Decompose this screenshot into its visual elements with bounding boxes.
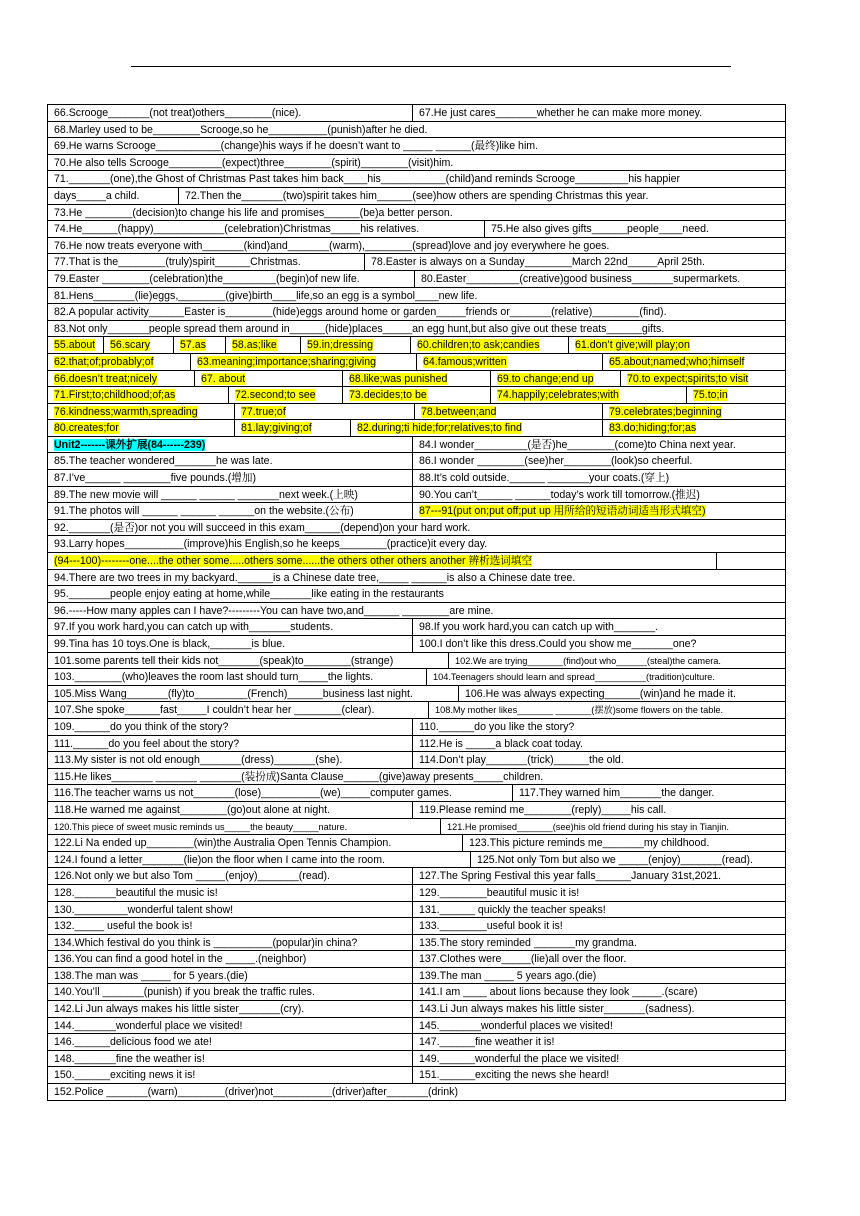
table-row <box>48 835 786 852</box>
table-cell: 89.The new movie will ______ ______ _______next week.(上映) <box>54 488 358 501</box>
table-cell: 78.Easter is always on a Sunday________March 22nd_____April 25th. <box>364 254 786 270</box>
table-cell: 85.The teacher wondered_______he was late. <box>54 455 273 468</box>
table-cell: 83.do;hiding;for;as <box>602 420 786 436</box>
table-cell: 131.______ quickly the teacher speaks! <box>412 902 786 918</box>
table-cell: days_____a child. <box>54 189 140 202</box>
table-cell: 77.That is the________(truly)spirit______Christmas. <box>54 256 301 269</box>
table-row <box>48 371 786 388</box>
table-cell: 103.________(who)leaves the room last should turn_____the lights. <box>54 671 374 684</box>
table-row <box>48 188 786 205</box>
table-cell: 75.He also gives gifts______people____need. <box>484 221 786 237</box>
table-cell: 104.Teenagers should learn and spread__________(tradition)culture. <box>426 669 786 685</box>
table-row <box>48 984 786 1001</box>
table-cell: 137.Clothes were_____(lie)all over the floor. <box>412 951 786 967</box>
table-cell: Unit2-------课外扩展(84------239) <box>54 438 206 451</box>
table-cell: 109.______do you think of the story? <box>54 720 229 733</box>
table-cell: 111.______do you feel about the story? <box>54 737 240 750</box>
table-row <box>48 138 786 155</box>
table-cell: 97.If you work hard,you can catch up with_______students. <box>54 621 334 634</box>
table-row <box>48 288 786 305</box>
table-cell: 110.______do you like the story? <box>412 719 786 735</box>
table-cell: 122.Li Na ended up________(win)the Australia Open Tennis Champion. <box>54 837 392 850</box>
table-cell: 116.The teacher warns us not_______(lose)__________(we)_____computer games. <box>54 787 452 800</box>
table-cell: 146.______delicious food we ate! <box>54 1036 212 1049</box>
table-cell: 83.Not only_______people spread them around in______(hide)places_____an egg hunt,but also give out these treats______gifts. <box>54 322 665 335</box>
table-cell: 56.scary <box>103 337 173 353</box>
table-cell: 145._______wonderful places we visited! <box>412 1018 786 1034</box>
table-cell: 70.to expect;spirits;to visit <box>620 371 786 387</box>
table-cell: 63.meaning;importance;sharing;giving <box>190 354 416 370</box>
table-row <box>48 603 786 620</box>
table-cell: 76.kindness;warmth,spreading <box>54 405 198 418</box>
table-cell: 55.about <box>54 339 96 352</box>
table-cell: 134.Which festival do you think is __________(popular)in china? <box>54 936 358 949</box>
table-row <box>48 653 786 670</box>
table-cell: 121.He promised_______(see)his old friend during his stay in Tianjin. <box>440 819 786 835</box>
table-row <box>48 902 786 919</box>
table-row <box>48 487 786 504</box>
table-cell: 93.Larry hopes__________(improve)his English,so he keeps________(practice)it every day. <box>54 538 488 551</box>
table-row <box>48 387 786 404</box>
table-cell: 91.The photos will ______ ______ ______on the website.(公布) <box>54 505 354 518</box>
table-cell: 130._________wonderful talent show! <box>54 903 234 916</box>
table-row <box>48 420 786 437</box>
table-cell: 87.I’ve______ ________five pounds.(增加) <box>54 472 257 485</box>
table-cell: 79.Easter ________(celebration)the_________(begin)of new life. <box>54 272 360 285</box>
table-row <box>48 686 786 703</box>
table-row <box>48 570 786 587</box>
table-row <box>48 935 786 952</box>
table-cell: 124.I found a letter_______(lie)on the floor when I came into the room. <box>54 853 385 866</box>
table-cell: 71.First;to;childhood;of;as <box>54 389 176 402</box>
table-row <box>48 669 786 686</box>
table-cell: 86.I wonder ________(see)her________(look)so cheerful. <box>412 453 786 469</box>
table-cell: 108.My mother likes_______ _______(摆放)some flowers on the table. <box>428 702 786 718</box>
table-cell: 81.lay;giving;of <box>234 420 350 436</box>
table-cell: 72.second;to see <box>228 387 342 403</box>
table-cell: 66.doesn’t treat;nicely <box>54 372 158 385</box>
table-row <box>48 619 786 636</box>
table-cell: 100.I don’t like this dress.Could you show me_______one? <box>412 636 786 652</box>
table-row <box>48 122 786 139</box>
table-cell: (94---100)--------one....the other some.....others some......the others other others another 辨析选词填空 <box>54 555 533 568</box>
table-cell: 102.We are trying_______(find)out who______(steal)the camera. <box>448 653 786 669</box>
table-cell: 61.don’t give;will play;on <box>568 337 786 353</box>
table-row <box>48 171 786 188</box>
table-cell: 147.______fine weather it is! <box>412 1034 786 1050</box>
table-cell: 114.Don’t play_______(trick)______the old. <box>412 752 786 768</box>
table-cell: 87---91(put on;put off;put up 用所给的短语动词适当形式填空) <box>412 503 786 519</box>
table-cell: 80.creates;for <box>54 422 119 435</box>
table-row <box>48 752 786 769</box>
table-cell: 68.like;was punished <box>342 371 490 387</box>
table-cell: 62.that;of;probably;of <box>54 355 154 368</box>
table-row <box>48 1018 786 1035</box>
table-cell: 115.He likes_______ _______ _______(装扮成)Santa Clause______(give)away presents_____children. <box>54 770 544 783</box>
table-row <box>48 453 786 470</box>
table-row <box>48 702 786 719</box>
table-cell: 138.The man was _____ for 5 years.(die) <box>54 969 248 982</box>
table-row <box>48 1067 786 1084</box>
table-cell: 144._______wonderful place we visited! <box>54 1019 243 1032</box>
table-cell: 65.about;named;who;himself <box>602 354 786 370</box>
table-cell: 88.It’s cold outside.______ _______your coats.(穿上) <box>412 470 786 486</box>
table-row <box>48 437 786 454</box>
table-cell: 68.Marley used to be________Scrooge,so he__________(punish)after he died. <box>54 123 428 136</box>
table-cell: 77.true;of <box>234 404 414 420</box>
table-cell: 125.Not only Tom but also we _____(enjoy)_______(read). <box>470 852 786 868</box>
table-cell: 70.He also tells Scrooge_________(expect)three________(spirit)________(visit)him. <box>54 156 454 169</box>
table-cell: 82.A popular activity______Easter is________(hide)eggs around home or garden_____friends or_______(relative)________(find). <box>54 306 667 319</box>
table-cell: 74.He______(happy)____________(celebration)Christmas_____his relatives. <box>54 223 420 236</box>
table-cell: 150.______exciting news it is! <box>54 1069 196 1082</box>
table-row <box>48 769 786 786</box>
table-row <box>48 105 786 122</box>
table-cell: 59.in;dressing <box>300 337 410 353</box>
table-cell: 99.Tina has 10 toys.One is black,_______is blue. <box>54 638 286 650</box>
table-row <box>48 1034 786 1051</box>
table-cell: 127.The Spring Festival this year falls______January 31st,2021. <box>412 868 786 884</box>
table-row <box>48 536 786 553</box>
table-row <box>48 885 786 902</box>
table-cell: 149.______wonderful the place we visited! <box>412 1051 786 1067</box>
table-cell: 73.decides;to be <box>342 387 490 403</box>
table-cell: 67. about <box>194 371 342 387</box>
table-row <box>48 951 786 968</box>
table-cell: 74.happily;celebrates;with <box>490 387 686 403</box>
table-row <box>48 1001 786 1018</box>
table-cell: 113.My sister is not old enough_______(dress)_______(she). <box>54 754 343 767</box>
table-row <box>48 271 786 288</box>
table-cell: 80.Easter_________(creative)good business_______supermarkets. <box>414 271 786 287</box>
table-row <box>48 819 786 836</box>
table-row <box>48 1051 786 1068</box>
table-cell: 71._______(one),the Ghost of Christmas Past takes him back____his___________(child)and reminds Scrooge_________his happier <box>54 173 681 186</box>
table-cell: 57.as <box>173 337 225 353</box>
table-cell: 129.________beautiful music it is! <box>412 885 786 901</box>
table-row <box>48 785 786 802</box>
table-cell: 139.The man _____ 5 years ago.(die) <box>412 968 786 984</box>
table-cell: 95._______people enjoy eating at home,while_______like eating in the restaurants <box>54 588 444 601</box>
table-cell: 141.I am ____ about lions because they look _____.(scare) <box>412 984 786 1000</box>
table-cell: 123.This picture reminds me_______my childhood. <box>462 835 786 851</box>
table-cell: 152.Police _______(warn)________(driver)not__________(driver)after_______(drink) <box>54 1086 459 1099</box>
table-cell: 66.Scrooge_______(not treat)others________(nice). <box>54 107 302 119</box>
table-row <box>48 304 786 321</box>
table-cell: 67.He just cares_______whether he can make more money. <box>412 105 786 121</box>
table-cell: 79.celebrates;beginning <box>602 404 786 420</box>
table-row <box>48 868 786 885</box>
table-cell: 120.This piece of sweet music reminds us_____the beauty_____nature. <box>54 821 348 832</box>
table-cell: 135.The story reminded _______my grandma. <box>412 935 786 951</box>
table-cell: 117.They warned him_______the danger. <box>512 785 786 801</box>
table-cell <box>716 553 786 569</box>
table-cell: 133.________useful book it is! <box>412 918 786 934</box>
table-row <box>48 254 786 271</box>
table-cell: 64.famous;written <box>416 354 602 370</box>
table-cell: 82.during;ti hide;for;relatives;to find <box>350 420 602 436</box>
table-cell: 140.You’ll _______(punish) if you break the traffic rules. <box>54 986 315 999</box>
table-cell: 142.Li Jun always makes his little sister_______(cry). <box>54 1003 305 1016</box>
table-cell: 84.I wonder_________(是否)he________(come)to China next year. <box>412 437 786 453</box>
table-row <box>48 719 786 736</box>
table-row <box>48 503 786 520</box>
table-cell: 112.He is _____a black coat today. <box>412 736 786 752</box>
table-cell: 75.to;in <box>686 387 786 403</box>
table-cell: 136.You can find a good hotel in the _____.(neighbor) <box>54 953 307 966</box>
table-row <box>48 553 786 570</box>
table-cell: 92._______(是否)or not you will succeed in this exam______(depend)on your hard work. <box>54 521 471 534</box>
table-row <box>48 221 786 238</box>
table-cell: 101.some parents tell their kids not_______(speak)to________(strange) <box>54 654 394 667</box>
table-row <box>48 354 786 371</box>
table-row <box>48 470 786 487</box>
table-cell: 148._______fine the weather is! <box>54 1052 205 1065</box>
table-row <box>48 802 786 819</box>
table-cell: 96.-----How many apples can I have?---------You can have two,and______ ________are mine. <box>54 604 494 617</box>
table-cell: 60.children;to ask;candies <box>410 337 568 353</box>
table-cell: 72.Then the_______(two)spirit takes him______(see)how others are spending Christmas this year. <box>178 188 786 204</box>
table-cell: 58.as;like <box>225 337 300 353</box>
table-cell: 94.There are two trees in my backyard.______is a Chinese date tree,_____ ______is also a Chinese date tree. <box>54 571 576 584</box>
table-cell: 119.Please remind me________(reply)_____his call. <box>412 802 786 818</box>
table-cell: 106.He was always expecting______(win)and he made it. <box>458 686 786 702</box>
table-cell: 76.He now treats everyone with_______(kind)and_______(warm),________(spread)love and joy everywhere he goes. <box>54 239 610 252</box>
table-cell: 107.She spoke______fast_____I couldn’t hear her ________(clear). <box>54 704 375 717</box>
table-cell: 143.Li Jun always makes his little sister_______(sadness). <box>412 1001 786 1017</box>
table-cell: 78.between;and <box>414 404 602 420</box>
header-rule <box>131 66 731 67</box>
table-cell: 90.You can’t______ ______today’s work till tomorrow.(推迟) <box>412 487 786 503</box>
table-row <box>48 520 786 537</box>
table-cell: 81.Hens_______(lie)eggs,________(give)birth____life,so an egg is a symbol____new life. <box>54 289 478 302</box>
table-cell: 151.______exciting the news she heard! <box>412 1067 786 1083</box>
table-cell: 73.He ________(decision)to change his life and promises______(be)a better person. <box>54 206 453 219</box>
table-cell: 98.If you work hard,you can catch up with_______. <box>412 619 786 635</box>
table-row <box>48 736 786 753</box>
table-row <box>48 852 786 869</box>
table-row <box>48 155 786 172</box>
table-row <box>48 1084 786 1101</box>
table-cell: 105.Miss Wang_______(fly)to_________(French)______business last night. <box>54 687 413 700</box>
table-row <box>48 918 786 935</box>
table-row <box>48 337 786 354</box>
table-cell: 69.He warns Scrooge___________(change)his ways if he doesn’t want to _____ ______(最终)like him. <box>54 140 539 153</box>
table-row <box>48 238 786 255</box>
table-cell: 118.He warned me against________(go)out alone at night. <box>54 803 331 816</box>
table-row <box>48 321 786 338</box>
table-row <box>48 404 786 421</box>
table-cell: 69.to change;end up <box>490 371 620 387</box>
table-row <box>48 636 786 653</box>
exercise-table <box>47 104 786 1101</box>
table-row <box>48 586 786 603</box>
table-cell: 126.Not only we but also Tom _____(enjoy)_______(read). <box>54 870 331 883</box>
table-row <box>48 205 786 222</box>
table-cell: 128._______beautiful the music is! <box>54 886 218 899</box>
table-row <box>48 968 786 985</box>
table-cell: 132._____ useful the book is! <box>54 920 193 933</box>
